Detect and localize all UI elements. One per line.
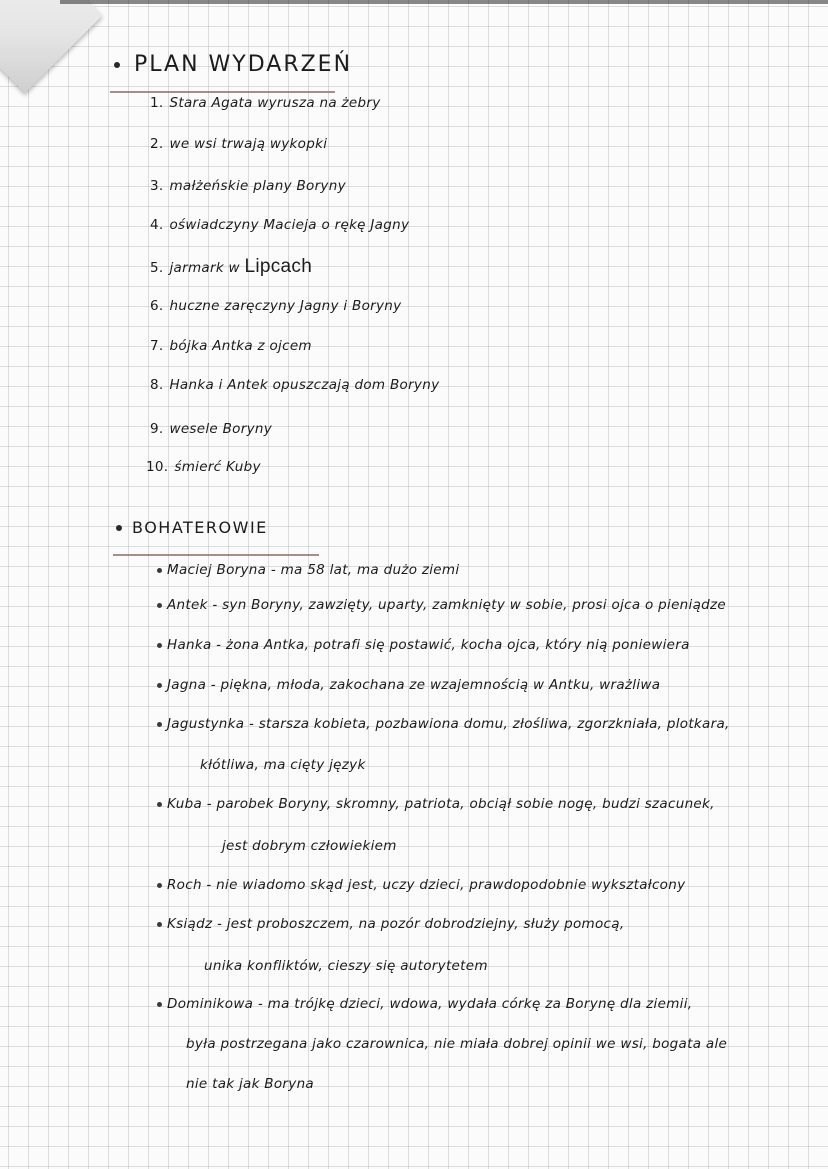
item-text: małżeńskie plany Boryny: [169, 178, 346, 194]
item-text: wesele Boryny: [169, 421, 273, 437]
item-number: 2.: [150, 136, 164, 152]
plan-item: [150, 256, 312, 278]
character-entry: [157, 916, 624, 932]
character-name: Dominikowa: [167, 996, 254, 1012]
character-entry-continuation: [186, 1036, 727, 1052]
bullet-icon: [157, 922, 162, 927]
item-text: we wsi trwają wykopki: [169, 136, 328, 152]
bullet-icon: [157, 1002, 162, 1007]
character-description: jest dobrym człowiekiem: [222, 838, 397, 854]
item-number: 7.: [150, 338, 164, 354]
character-name: Hanka: [167, 637, 212, 653]
plan-item: [150, 136, 327, 152]
bullet-icon: [157, 802, 162, 807]
item-number: 3.: [150, 178, 164, 194]
character-entry: [157, 877, 685, 893]
character-entry: [157, 716, 730, 732]
character-description: - ma 58 lat, ma dużo ziemi: [270, 562, 460, 578]
item-typed-text: Lipcach: [244, 256, 313, 277]
character-description: była postrzegana jako czarownica, nie miała dobrej opinii we wsi, bogata ale: [186, 1036, 728, 1052]
plan-item: [150, 217, 409, 233]
plan-heading-underline: [110, 91, 335, 93]
character-name: Maciej Boryna: [167, 562, 267, 578]
character-description: - parobek Boryny, skromny, patriota, obciął sobie nogę, budzi szacunek,: [206, 796, 715, 812]
character-entry: [157, 996, 692, 1012]
character-name: Ksiądz: [167, 916, 213, 932]
bullet-icon: [157, 643, 162, 648]
bullet-icon: [157, 603, 162, 608]
plan-item: [150, 95, 381, 111]
plan-item: [150, 338, 312, 354]
character-description: nie tak jak Boryna: [186, 1076, 315, 1092]
plan-item: [146, 459, 261, 475]
item-text: huczne zaręczyny Jagny i Boryny: [169, 298, 402, 314]
bullet-icon: [157, 722, 162, 727]
characters-heading-text: BOHATEROWIE: [132, 518, 268, 537]
bullet-icon: [157, 683, 162, 688]
character-entry-continuation: [222, 838, 397, 854]
character-description: - starsza kobieta, pozbawiona domu, złośliwa, zgorzkniała, plotkara,: [248, 716, 730, 732]
character-description: - piękna, młoda, zakochana ze wzajemnością w Antku, wrażliwa: [210, 677, 661, 693]
character-name: Kuba: [167, 796, 203, 812]
plan-item: [150, 298, 401, 314]
character-entry: [157, 562, 459, 578]
character-name: Roch: [167, 877, 202, 893]
character-description: kłótliwa, ma cięty język: [200, 757, 366, 773]
item-number: 10.: [146, 459, 169, 475]
item-text: oświadczyny Macieja o rękę Jagny: [169, 217, 410, 233]
character-entry: [157, 796, 715, 812]
item-number: 6.: [150, 298, 164, 314]
character-entry: [157, 677, 660, 693]
character-description: - syn Boryny, zawzięty, uparty, zamknięty w sobie, prosi ojca o pieniądze: [212, 597, 727, 613]
characters-heading-underline: [113, 554, 319, 556]
folded-page-corner: [0, 0, 103, 93]
bullet-icon: [157, 883, 162, 888]
bullet-icon: [116, 525, 122, 531]
character-entry: [157, 597, 726, 613]
item-number: 4.: [150, 217, 164, 233]
character-entry-continuation: [204, 958, 488, 974]
plan-heading: [114, 52, 352, 77]
item-text: jarmark w: [169, 260, 240, 276]
item-text: Stara Agata wyrusza na żebry: [169, 95, 381, 111]
character-description: - żona Antka, potrafi się postawić, kocha ojca, który nią poniewiera: [216, 637, 690, 653]
character-name: Antek: [167, 597, 208, 613]
character-description: unika konfliktów, cieszy się autorytetem: [204, 958, 488, 974]
character-name: Jagustynka: [167, 716, 245, 732]
character-description: - nie wiadomo skąd jest, uczy dzieci, prawdopodobnie wykształcony: [206, 877, 686, 893]
character-name: Jagna: [167, 677, 207, 693]
page-edge-shadow: [60, 0, 828, 4]
item-number: 8.: [150, 377, 164, 393]
bullet-icon: [114, 62, 120, 68]
character-description: - ma trójkę dzieci, wdowa, wydała córkę za Borynę dla ziemii,: [257, 996, 693, 1012]
character-entry-continuation: [186, 1076, 314, 1092]
plan-item: [150, 178, 346, 194]
item-text: Hanka i Antek opuszczają dom Boryny: [169, 377, 440, 393]
item-text: śmierć Kuby: [174, 459, 261, 475]
item-number: 1.: [150, 95, 164, 111]
bullet-icon: [157, 568, 162, 573]
item-number: 5.: [150, 260, 164, 276]
characters-heading: [116, 518, 268, 537]
plan-item: [150, 377, 439, 393]
character-description: - jest proboszczem, na pozór dobrodziejny, służy pomocą,: [216, 916, 625, 932]
character-entry-continuation: [200, 757, 366, 773]
plan-heading-text: PLAN WYDARZEŃ: [134, 52, 353, 77]
item-number: 9.: [150, 421, 164, 437]
plan-item: [150, 421, 272, 437]
item-text: bójka Antka z ojcem: [169, 338, 312, 354]
character-entry: [157, 637, 690, 653]
